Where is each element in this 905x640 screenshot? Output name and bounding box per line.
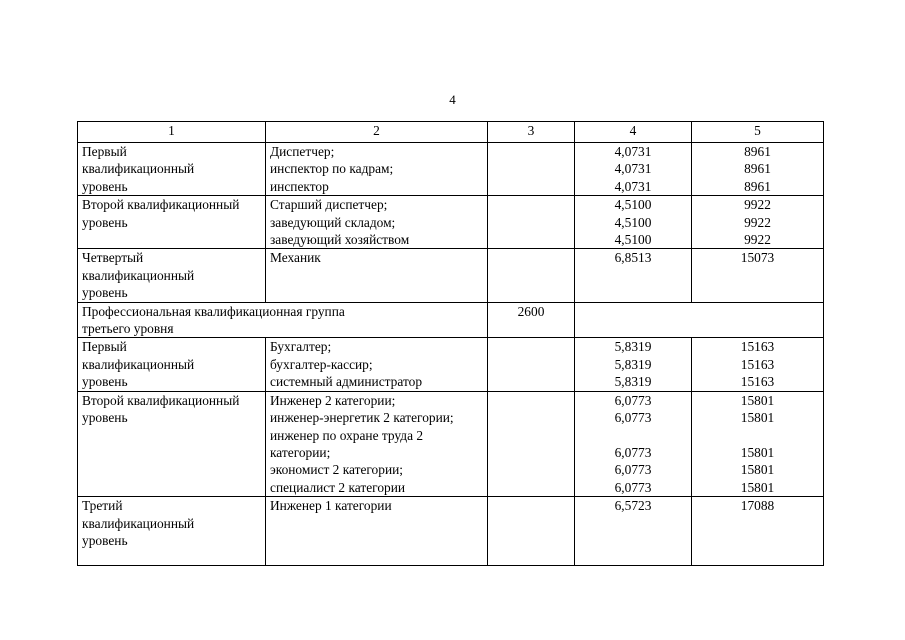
table-row: [78, 338, 824, 391]
salary: 9922 9922 9922: [692, 196, 824, 249]
qualification-level: Первый квалификационный уровень: [78, 143, 266, 196]
salary: 15801 15801 15801 15801 15801: [692, 391, 824, 496]
group-row: [78, 302, 824, 338]
table-header-row: [78, 122, 824, 143]
coefficient: 6,0773 6,0773 6,0773 6,0773 6,0773: [575, 391, 692, 496]
table-row: [78, 497, 824, 566]
table-row: [78, 143, 824, 196]
coefficient: 6,5723: [575, 497, 692, 566]
qualification-level: Второй квалификационный уровень: [78, 391, 266, 496]
group-base-salary: 2600: [488, 302, 575, 338]
qualification-level: Четвертый квалификационный уровень: [78, 249, 266, 302]
salary: 15073: [692, 249, 824, 302]
col-header-1: 1: [78, 122, 266, 143]
coefficient: 6,8513: [575, 249, 692, 302]
positions: Диспетчер; инспектор по кадрам; инспектор: [266, 143, 488, 196]
table-row: [78, 249, 824, 302]
group-title: Профессиональная квалификационная группа третьего уровня: [78, 302, 488, 338]
positions: Старший диспетчер; заведующий складом; заведующий хозяйством: [266, 196, 488, 249]
base-salary-cell: [488, 338, 575, 391]
salary: 15163 15163 15163: [692, 338, 824, 391]
coefficient: 4,5100 4,5100 4,5100: [575, 196, 692, 249]
positions: Инженер 2 категории; инженер-энергетик 2 категории; инженер по охране труда 2 категории; экономист 2 категории; специалист 2 категории: [266, 391, 488, 496]
table-row: [78, 391, 824, 496]
positions: Бухгалтер; бухгалтер-кассир; системный администратор: [266, 338, 488, 391]
group-empty-cell: [575, 302, 824, 338]
qualification-level: Первый квалификационный уровень: [78, 338, 266, 391]
salary: 8961 8961 8961: [692, 143, 824, 196]
salary: 17088: [692, 497, 824, 566]
base-salary-cell: [488, 143, 575, 196]
qualification-level: Третий квалификационный уровень: [78, 497, 266, 566]
col-header-4: 4: [575, 122, 692, 143]
base-salary-cell: [488, 497, 575, 566]
positions: Механик: [266, 249, 488, 302]
col-header-5: 5: [692, 122, 824, 143]
qualification-level: Второй квалификационный уровень: [78, 196, 266, 249]
table-row: [78, 196, 824, 249]
col-header-3: 3: [488, 122, 575, 143]
coefficient: 5,8319 5,8319 5,8319: [575, 338, 692, 391]
coefficient: 4,0731 4,0731 4,0731: [575, 143, 692, 196]
positions: Инженер 1 категории: [266, 497, 488, 566]
page-number: 4: [449, 92, 456, 107]
base-salary-cell: [488, 196, 575, 249]
salary-table: [77, 121, 824, 566]
col-header-2: 2: [266, 122, 488, 143]
base-salary-cell: [488, 249, 575, 302]
base-salary-cell: [488, 391, 575, 496]
